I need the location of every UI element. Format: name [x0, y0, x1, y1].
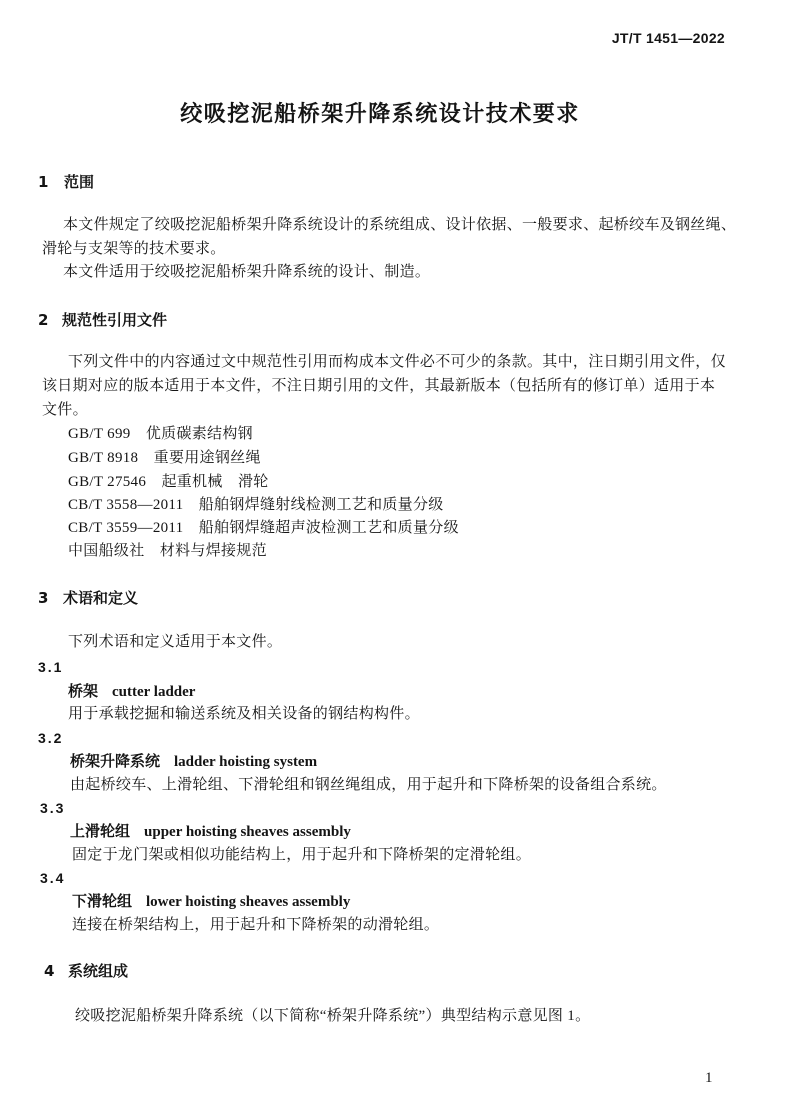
section-3-intro: 下列术语和定义适用于本文件。	[68, 634, 283, 650]
section-2-intro-line-3: 文件。	[42, 402, 88, 418]
section-2-intro-line-2: 该日期对应的版本适用于本文件，不注日期引用的文件，其最新版本（包括所有的修订单）适用于本	[42, 378, 716, 394]
standard-code: JT/T 1451—2022	[611, 30, 725, 46]
page-number: 1	[705, 1070, 713, 1086]
term-chinese: 桥架	[68, 682, 99, 700]
reference-item: GB/T 27546 起重机械 滑轮	[68, 474, 269, 490]
section-1-number: 1	[38, 173, 49, 191]
term-number: 3.2	[38, 730, 64, 746]
section-1-heading: 范围	[64, 173, 95, 191]
reference-item: GB/T 8918 重要用途钢丝绳	[68, 450, 261, 466]
section-1-paragraph-1-line-2: 滑轮与支架等的技术要求。	[42, 241, 226, 257]
term-chinese: 桥架升降系统	[70, 752, 161, 770]
reference-item: 中国船级社 材料与焊接规范	[68, 543, 267, 559]
section-1-paragraph-2: 本文件适用于绞吸挖泥船桥架升降系统的设计、制造。	[63, 264, 431, 280]
term-english: ladder hoisting system	[174, 754, 318, 770]
document-title: 绞吸挖泥船桥架升降系统设计技术要求	[180, 102, 580, 127]
section-4-heading: 系统组成	[68, 962, 129, 980]
section-1-paragraph-1-line-1: 本文件规定了绞吸挖泥船桥架升降系统设计的系统组成、设计依据、一般要求、起桥绞车及钢丝绳、	[63, 217, 737, 233]
reference-item: CB/T 3558—2011 船舶钢焊缝射线检测工艺和质量分级	[68, 497, 444, 513]
reference-item: GB/T 699 优质碳素结构钢	[68, 426, 253, 442]
term-definition: 固定于龙门架或相似功能结构上，用于起升和下降桥架的定滑轮组。	[72, 847, 532, 863]
term-heading	[68, 681, 195, 702]
term-heading	[72, 891, 350, 912]
section-2-number: 2	[38, 311, 49, 329]
term-definition: 由起桥绞车、上滑轮组、下滑轮组和钢丝绳组成，用于起升和下降桥架的设备组合系统。	[70, 777, 667, 793]
term-english: lower hoisting sheaves assembly	[146, 894, 351, 910]
term-heading	[70, 821, 351, 842]
term-chinese: 下滑轮组	[72, 892, 133, 910]
section-4-paragraph: 绞吸挖泥船桥架升降系统（以下简称“桥架升降系统”）典型结构示意见图 1。	[75, 1008, 591, 1024]
term-number: 3.1	[38, 659, 64, 675]
term-number: 3.4	[40, 870, 66, 886]
section-3-number: 3	[38, 589, 49, 607]
term-number: 3.3	[40, 800, 66, 816]
section-2-heading: 规范性引用文件	[62, 311, 168, 329]
section-3-heading: 术语和定义	[63, 589, 139, 607]
term-heading	[70, 751, 317, 772]
term-definition: 用于承载挖掘和输送系统及相关设备的钢结构构件。	[68, 706, 420, 722]
term-english: cutter ladder	[112, 684, 196, 700]
section-4-number: 4	[44, 962, 55, 980]
term-english: upper hoisting sheaves assembly	[144, 824, 351, 840]
section-2-intro-line-1: 下列文件中的内容通过文中规范性引用而构成本文件必不可少的条款。其中，注日期引用文件，仅	[68, 354, 726, 370]
term-chinese: 上滑轮组	[70, 822, 131, 840]
term-definition: 连接在桥架结构上，用于起升和下降桥架的动滑轮组。	[72, 917, 440, 933]
reference-item: CB/T 3559—2011 船舶钢焊缝超声波检测工艺和质量分级	[68, 520, 459, 536]
